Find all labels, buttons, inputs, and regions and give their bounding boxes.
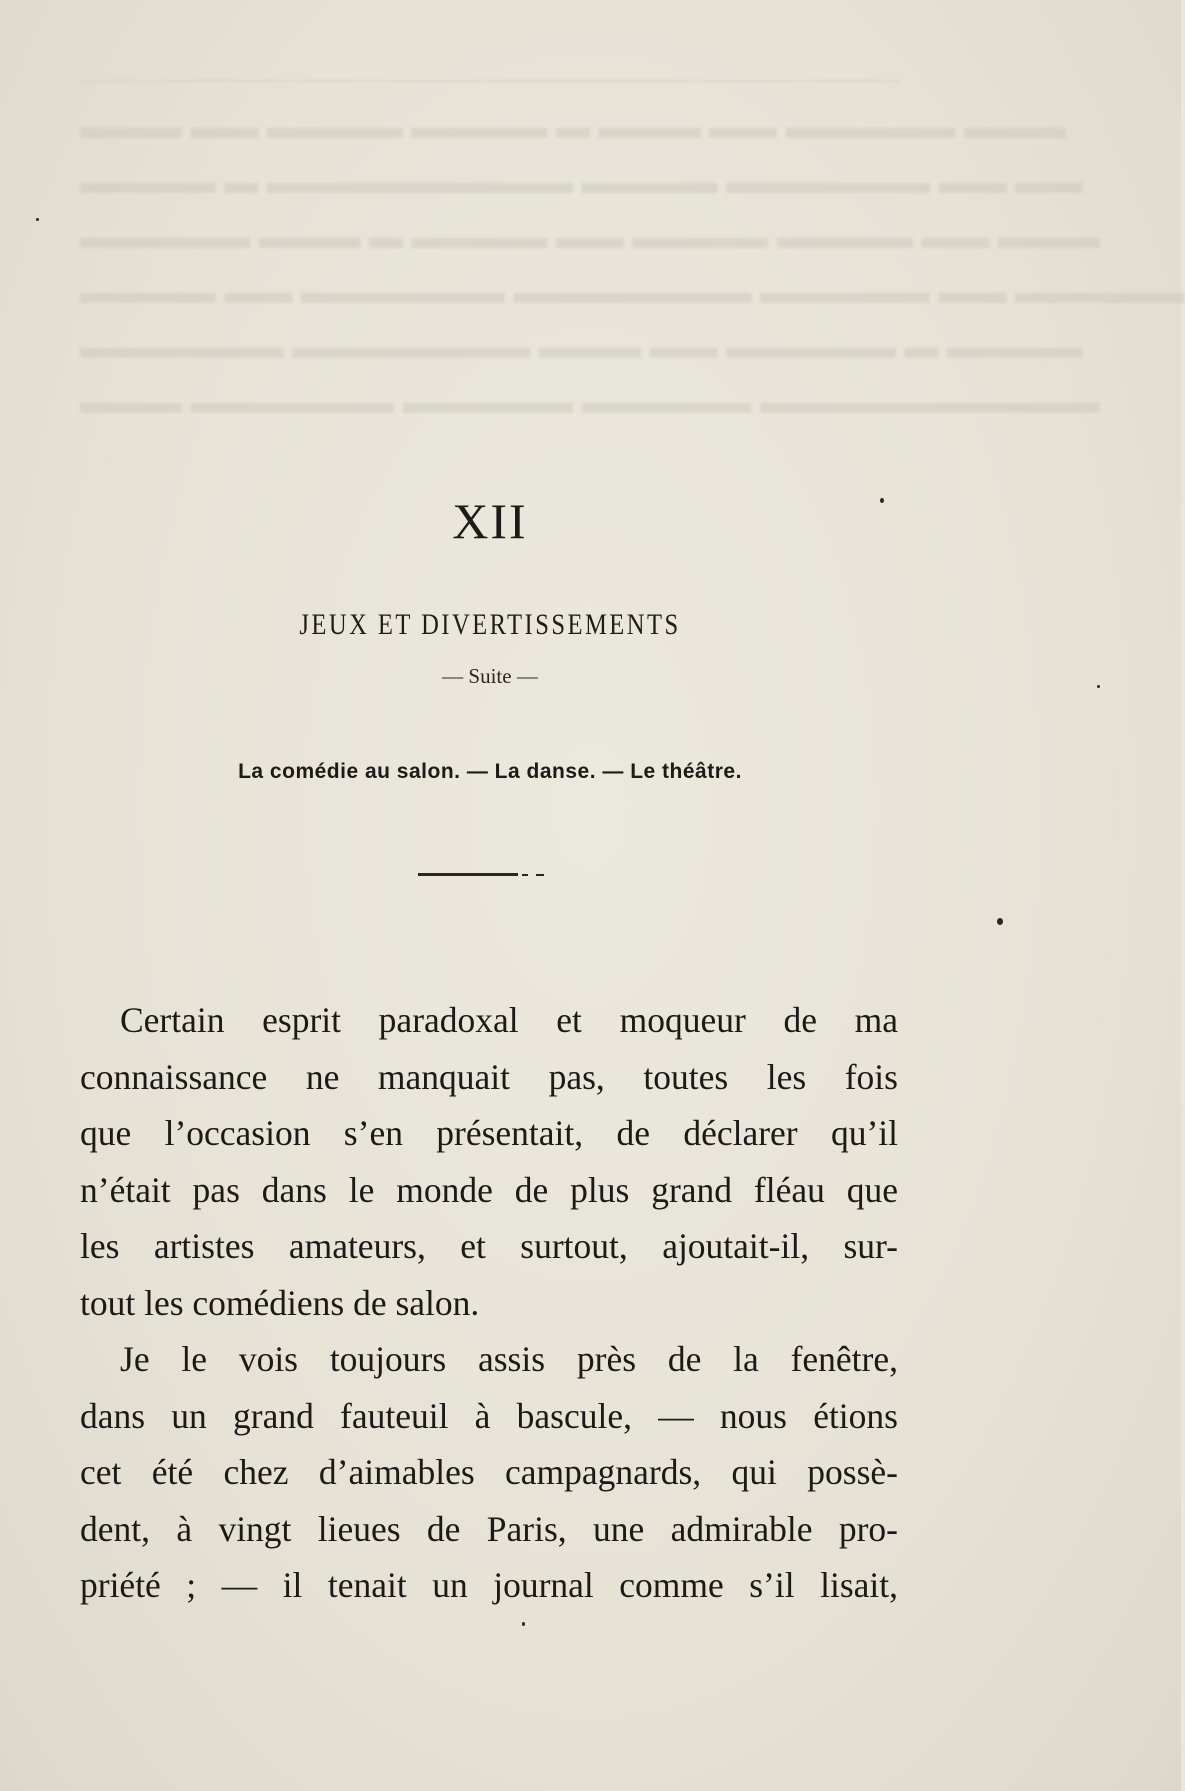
ink-speck — [880, 498, 884, 503]
chapter-subtitle: — Suite — — [442, 664, 538, 688]
section-separator-tail — [522, 874, 552, 876]
text-line: dent, à vingt lieues de Paris, une admirable pro- — [80, 1508, 898, 1549]
body-text — [80, 992, 898, 1614]
text-line: Certain esprit paradoxal et moqueur de ma — [120, 1000, 898, 1040]
ink-speck — [997, 918, 1003, 925]
chapter-title: JEUX ET DIVERTISSEMENTS — [299, 608, 681, 641]
chapter-number: XII — [452, 493, 528, 549]
paragraph-2 — [80, 1331, 898, 1614]
show-through-text: ▬▬▬ ▬▬ ▬▬▬▬ ▬▬▬▬ ▬ ▬▬▬ ▬▬ ▬▬▬▬▬ ▬▬▬ ▬▬▬▬ ▬ ▬▬▬▬▬▬▬▬▬ ▬▬▬▬ ▬▬▬▬▬▬ ▬▬ ▬▬ ▬▬▬▬▬ ▬▬▬ ▬ ▬▬▬▬ ▬▬ ▬▬▬▬ ▬▬▬▬ ▬▬ ▬▬▬ ▬▬▬▬ ▬▬ ▬▬▬▬▬▬ ▬▬▬▬▬▬▬ ▬▬▬▬▬ ▬▬ ▬▬▬▬▬ ▬▬▬▬▬▬ ▬▬▬▬▬▬▬ ▬▬▬ ▬▬ ▬▬▬▬▬ ▬ ▬▬▬▬ ▬▬▬ ▬▬▬▬▬▬ ▬▬▬▬▬ ▬▬▬▬▬ ▬▬▬▬▬▬▬▬▬▬ — [80, 60, 900, 430]
show-through-rule — [80, 80, 900, 82]
text-line: n’était pas dans le monde de plus grand fléau que — [80, 1169, 898, 1210]
section-separator — [418, 873, 518, 876]
ink-speck — [522, 1622, 525, 1626]
text-line: priété ; — il tenait un journal comme s’il lisait, — [80, 1565, 898, 1605]
text-line: que l’occasion s’en présentait, de déclarer qu’il — [80, 1113, 898, 1153]
chapter-summary: La comédie au salon. — La danse. — Le théâtre. — [238, 760, 742, 783]
ink-speck — [36, 218, 39, 221]
paragraph-1 — [80, 992, 898, 1331]
text-line: dans un grand fauteuil à bascule, — nous étions — [80, 1395, 898, 1436]
text-line: connaissance ne manquait pas, toutes les fois — [80, 1056, 898, 1097]
text-line: tout les comédiens de salon. — [80, 1282, 480, 1323]
text-line: cet été chez d’aimables campagnards, qui possè- — [80, 1452, 898, 1492]
text-line: les artistes amateurs, et surtout, ajoutait-il, sur- — [80, 1226, 898, 1266]
text-line: Je le vois toujours assis près de la fenêtre, — [120, 1339, 898, 1379]
ink-speck — [1097, 685, 1100, 688]
